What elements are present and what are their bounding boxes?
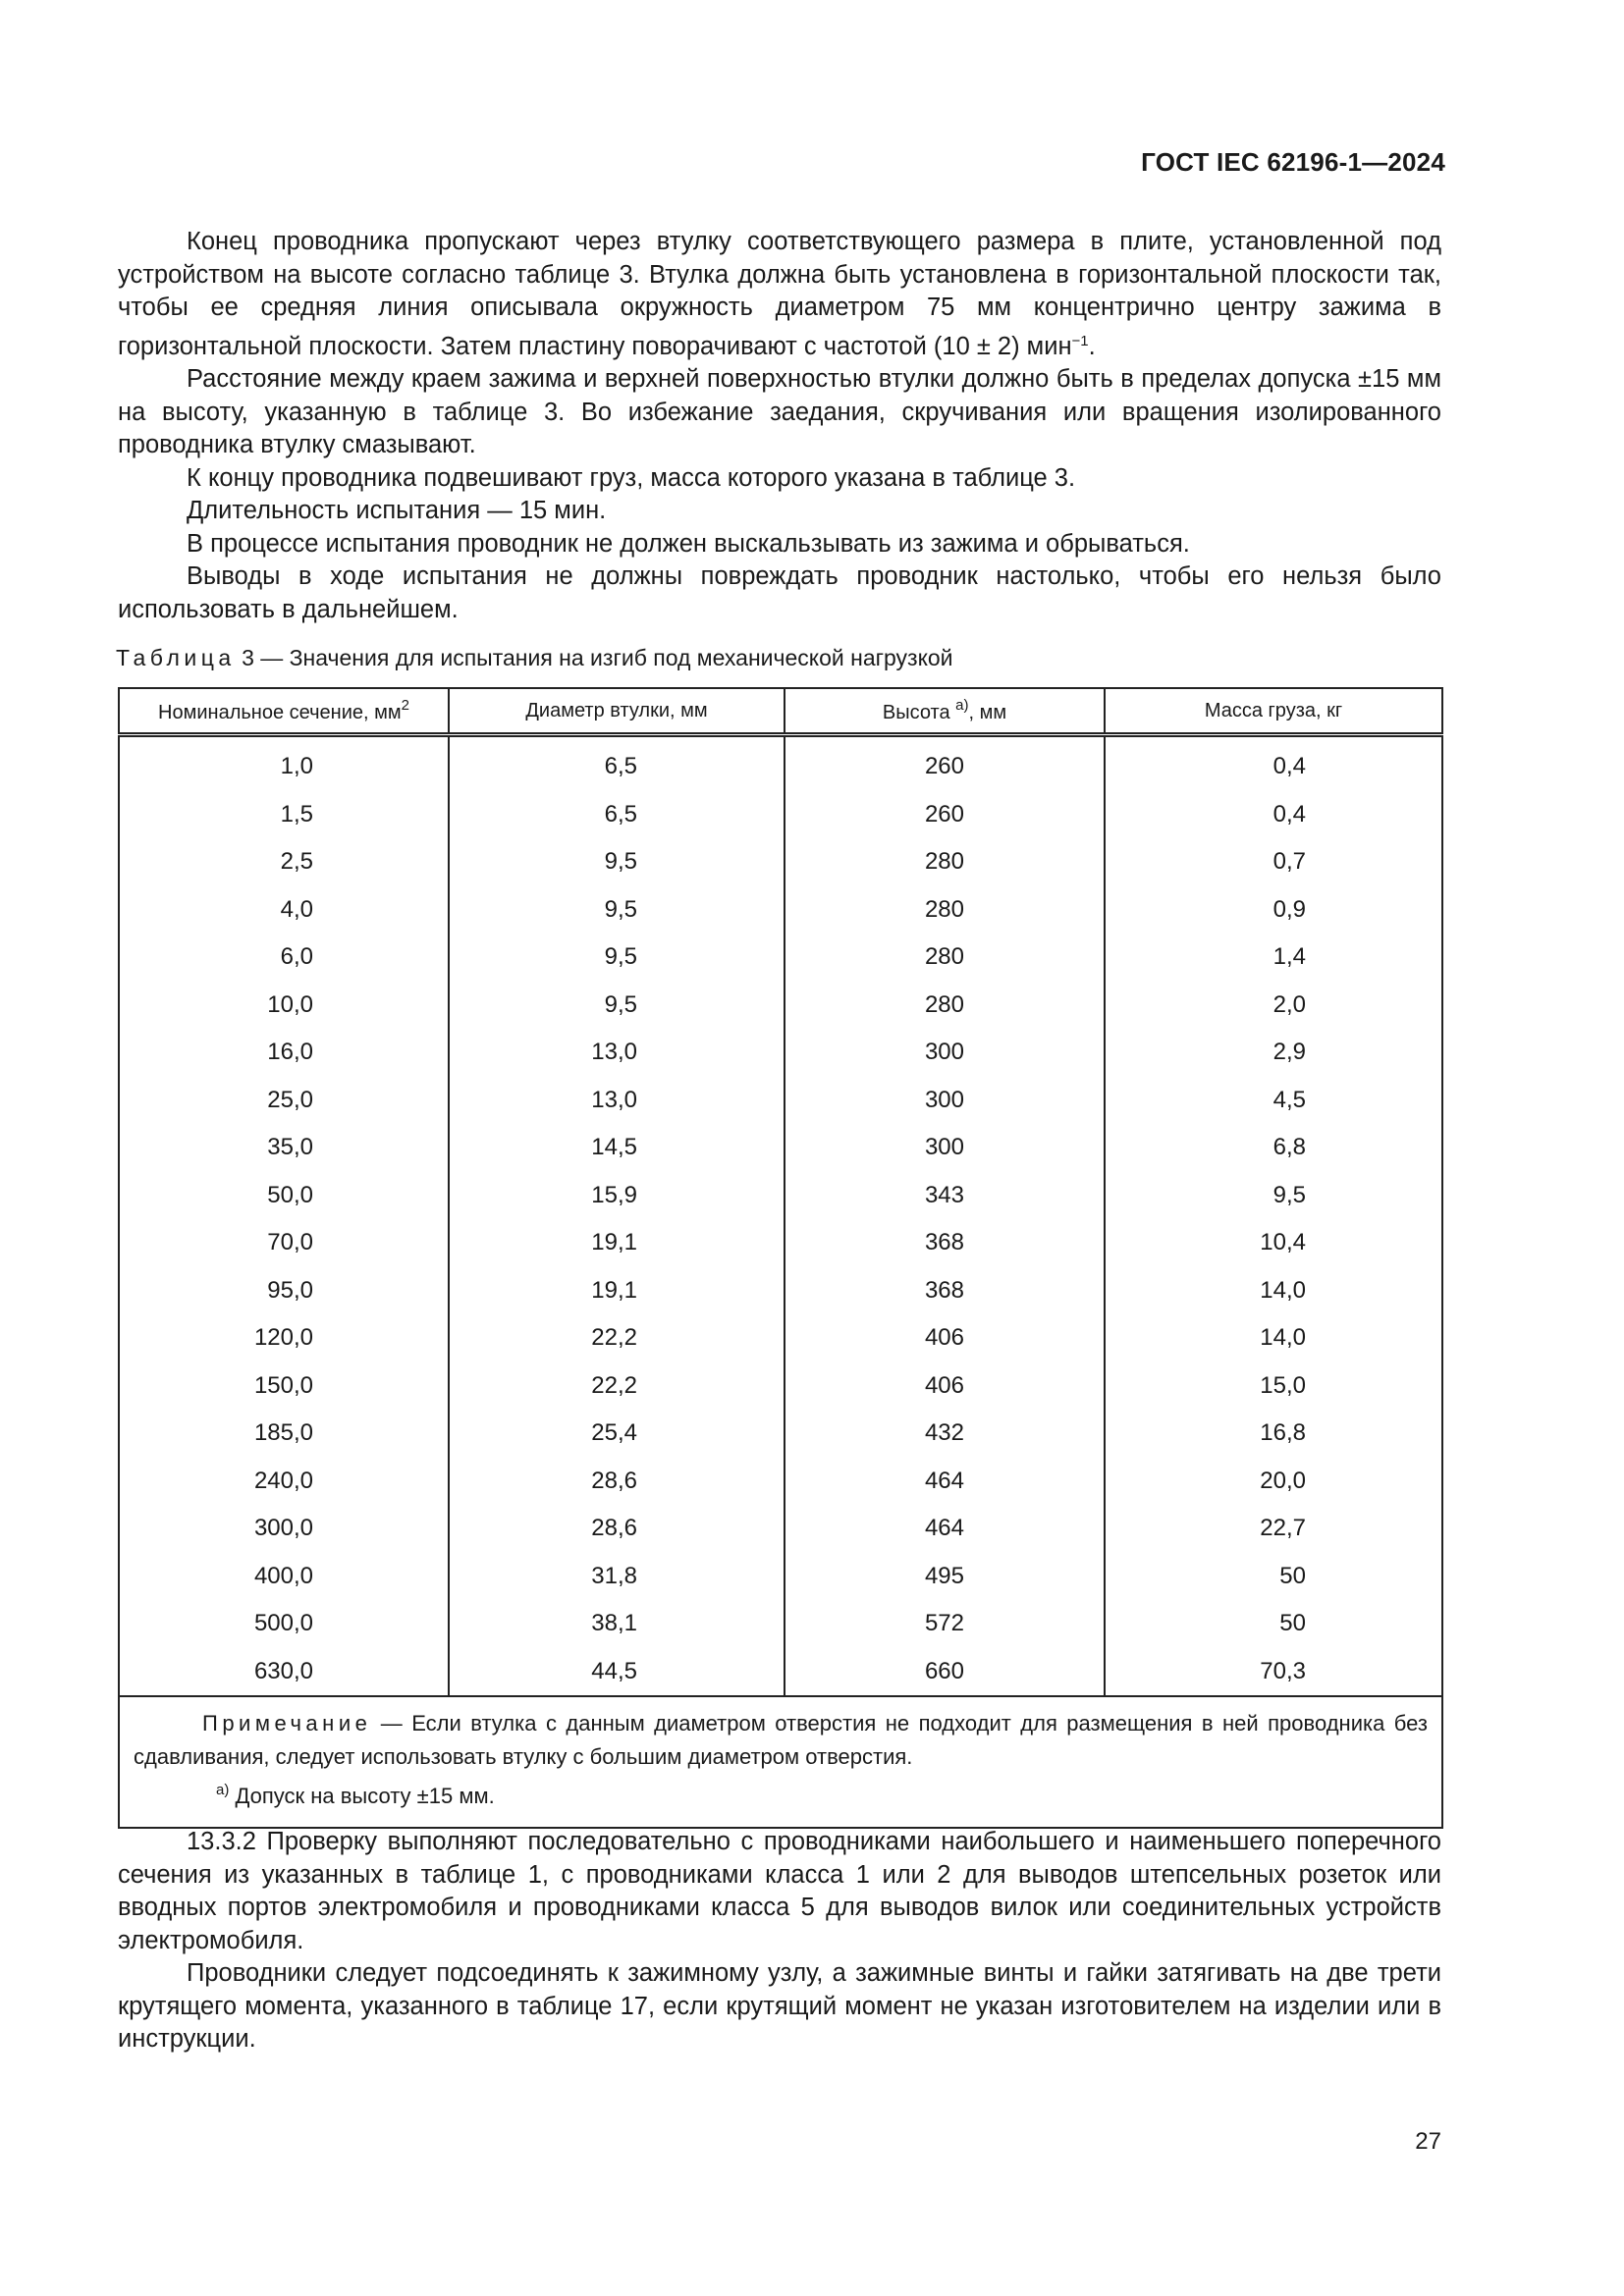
table-row (119, 1314, 1442, 1362)
table-cell: 9,5 (449, 934, 785, 982)
table-cell: 572 (785, 1600, 1105, 1648)
table-cell: 4,5 (1105, 1077, 1442, 1125)
table-cell: 432 (785, 1410, 1105, 1458)
table-cell: 20,0 (1105, 1458, 1442, 1506)
table-cell: 95,0 (119, 1267, 449, 1315)
table-cell: 16,0 (119, 1029, 449, 1077)
data-table (118, 687, 1443, 1829)
table-cell: 185,0 (119, 1410, 449, 1458)
table-row (119, 791, 1442, 839)
table-cell: 0,9 (1105, 886, 1442, 934)
table-row (119, 1219, 1442, 1267)
table-cell: 300 (785, 1077, 1105, 1125)
table-caption: Таблица 3 — Значения для испытания на изгиб под механической нагрузкой (116, 645, 953, 670)
table-cell: 0,7 (1105, 838, 1442, 886)
table-cell: 19,1 (449, 1219, 785, 1267)
header-mass: Масса груза, кг (1105, 688, 1442, 735)
note-text: Примечание — Если втулка с данным диаметром отверстия не подходит для размещения в ней проводника без сдавливания, следует использовать втулку с большим диаметром отверстия. (134, 1711, 1428, 1769)
table-cell: 28,6 (449, 1458, 785, 1506)
table-row (119, 1410, 1442, 1458)
table-cell: 35,0 (119, 1124, 449, 1172)
table-cell: 70,3 (1105, 1648, 1442, 1697)
table-cell: 368 (785, 1219, 1105, 1267)
table-row (119, 1600, 1442, 1648)
table-cell: 22,7 (1105, 1505, 1442, 1553)
table-cell: 6,5 (449, 735, 785, 791)
table-cell: 13,0 (449, 1077, 785, 1125)
table-cell: 1,0 (119, 735, 449, 791)
table-cell: 4,0 (119, 886, 449, 934)
table-cell: 0,4 (1105, 791, 1442, 839)
table-cell: 280 (785, 934, 1105, 982)
table-header-row (119, 688, 1442, 735)
table-row (119, 1029, 1442, 1077)
table-row (119, 735, 1442, 791)
table-cell: 260 (785, 791, 1105, 839)
paragraph: Конец проводника пропускают через втулку соответствующего размера в плите, установленной под устройством на высоте согласно таблице 3. Втулка должна быть установлена в горизонтальной плоскости так, чтобы ее средняя линия описывала окружность диаметром 75 мм концентрично центру зажима в горизонтальной плоскости. Затем пластину поворачивают с частотой (10 ± 2) мин$^{-1}$. (118, 228, 1441, 360)
table-cell: 6,5 (449, 791, 785, 839)
table-cell: 464 (785, 1505, 1105, 1553)
table-cell: 2,9 (1105, 1029, 1442, 1077)
table-cell: 280 (785, 982, 1105, 1030)
table-row (119, 1077, 1442, 1125)
table-cell: 240,0 (119, 1458, 449, 1506)
header-bushing-diameter: Диаметр втулки, мм (449, 688, 785, 735)
page-number: 27 (1415, 2128, 1441, 2155)
table-cell: 300,0 (119, 1505, 449, 1553)
table-cell: 495 (785, 1553, 1105, 1601)
table-cell: 260 (785, 735, 1105, 791)
table-row (119, 1267, 1442, 1315)
table-cell: 500,0 (119, 1600, 449, 1648)
table-cell: 343 (785, 1172, 1105, 1220)
footnote: $^{a)}$ Допуск на высоту ±15 мм. (216, 1782, 495, 1808)
table-cell: 44,5 (449, 1648, 785, 1697)
table-cell: 28,6 (449, 1505, 785, 1553)
paragraph: В процессе испытания проводник не должен выскальзывать из зажима и обрываться. (187, 529, 1190, 558)
table-cell: 1,5 (119, 791, 449, 839)
table-cell: 10,0 (119, 982, 449, 1030)
table-cell: 406 (785, 1362, 1105, 1411)
table-note-row (119, 1696, 1442, 1828)
table-cell: 2,0 (1105, 982, 1442, 1030)
table-cell: 280 (785, 886, 1105, 934)
table-cell: 14,0 (1105, 1314, 1442, 1362)
table-cell: 120,0 (119, 1314, 449, 1362)
table-cell: 13,0 (449, 1029, 785, 1077)
table-cell: 70,0 (119, 1219, 449, 1267)
table-cell: 9,5 (449, 838, 785, 886)
table-row (119, 1458, 1442, 1506)
table-cell: 15,0 (1105, 1362, 1442, 1411)
table-cell: 50 (1105, 1600, 1442, 1648)
document-code: ГОСТ IEC 62196-1—2024 (1141, 147, 1445, 177)
paragraph: Выводы в ходе испытания не должны повреждать проводник настолько, чтобы его нельзя было использовать в дальнейшем. (118, 562, 1441, 623)
table-cell: 150,0 (119, 1362, 449, 1411)
table-cell: 14,0 (1105, 1267, 1442, 1315)
table-cell: 368 (785, 1267, 1105, 1315)
table-cell: 31,8 (449, 1553, 785, 1601)
table-cell: 464 (785, 1458, 1105, 1506)
table-cell: 9,5 (449, 982, 785, 1030)
paragraph: Длительность испытания — 15 мин. (187, 497, 607, 524)
table-cell: 25,0 (119, 1077, 449, 1125)
table-row (119, 838, 1442, 886)
table-cell: 660 (785, 1648, 1105, 1697)
body-text-bottom (118, 1826, 1441, 2056)
table-cell: 16,8 (1105, 1410, 1442, 1458)
table-row (119, 1553, 1442, 1601)
table-cell: 300 (785, 1029, 1105, 1077)
table-cell: 2,5 (119, 838, 449, 886)
table-cell: 15,9 (449, 1172, 785, 1220)
table-cell: 14,5 (449, 1124, 785, 1172)
table-note (119, 1696, 1442, 1828)
table-cell: 406 (785, 1314, 1105, 1362)
paragraph: К концу проводника подвешивают груз, масса которого указана в таблице 3. (187, 463, 1076, 492)
table-row (119, 1124, 1442, 1172)
table-row (119, 1362, 1442, 1411)
table-cell: 1,4 (1105, 934, 1442, 982)
table-cell: 22,2 (449, 1314, 785, 1362)
table-row (119, 886, 1442, 934)
table-cell: 300 (785, 1124, 1105, 1172)
table-cell: 280 (785, 838, 1105, 886)
table-cell: 19,1 (449, 1267, 785, 1315)
table-cell: 6,0 (119, 934, 449, 982)
table-cell: 6,8 (1105, 1124, 1442, 1172)
table-row (119, 934, 1442, 982)
paragraph: 13.3.2 Проверку выполняют последовательно с проводниками наибольшего и наименьшего поперечного сечения из указанных в таблице 1, с проводниками класса 1 или 2 для выводов штепсельных розеток или вводных портов электромобиля и проводниками класса 5 для выводов вилок или соединительных устройств электромобиля. (118, 1828, 1441, 1954)
table-cell: 10,4 (1105, 1219, 1442, 1267)
table-cell: 9,5 (1105, 1172, 1442, 1220)
body-text-top (118, 226, 1441, 626)
table-cell: 630,0 (119, 1648, 449, 1697)
paragraph: Расстояние между краем зажима и верхней поверхностью втулки должно быть в пределах допуска ±15 мм на высоту, указанную в таблице 3. Во избежание заедания, скручивания или вращения изолированного проводника втулку смазывают. (118, 365, 1441, 458)
table-row (119, 1172, 1442, 1220)
table-cell: 38,1 (449, 1600, 785, 1648)
header-cross-section: Номинальное сечение, $мм^2$ (119, 688, 449, 735)
table-row (119, 1648, 1442, 1697)
table-cell: 0,4 (1105, 735, 1442, 791)
table-cell: 50 (1105, 1553, 1442, 1601)
table-row (119, 982, 1442, 1030)
table-cell: 9,5 (449, 886, 785, 934)
table-cell: 22,2 (449, 1362, 785, 1411)
table-cell: 400,0 (119, 1553, 449, 1601)
table-row (119, 1505, 1442, 1553)
table-cell: 50,0 (119, 1172, 449, 1220)
table-cell: 25,4 (449, 1410, 785, 1458)
paragraph: Проводники следует подсоединять к зажимному узлу, а зажимные винты и гайки затягивать на две трети крутящего момента, указанного в таблице 17, если крутящий момент не указан изготовителем на изделии или в инструкции. (118, 1959, 1441, 2053)
header-height: Высота $^{a)}$, мм (785, 688, 1105, 735)
